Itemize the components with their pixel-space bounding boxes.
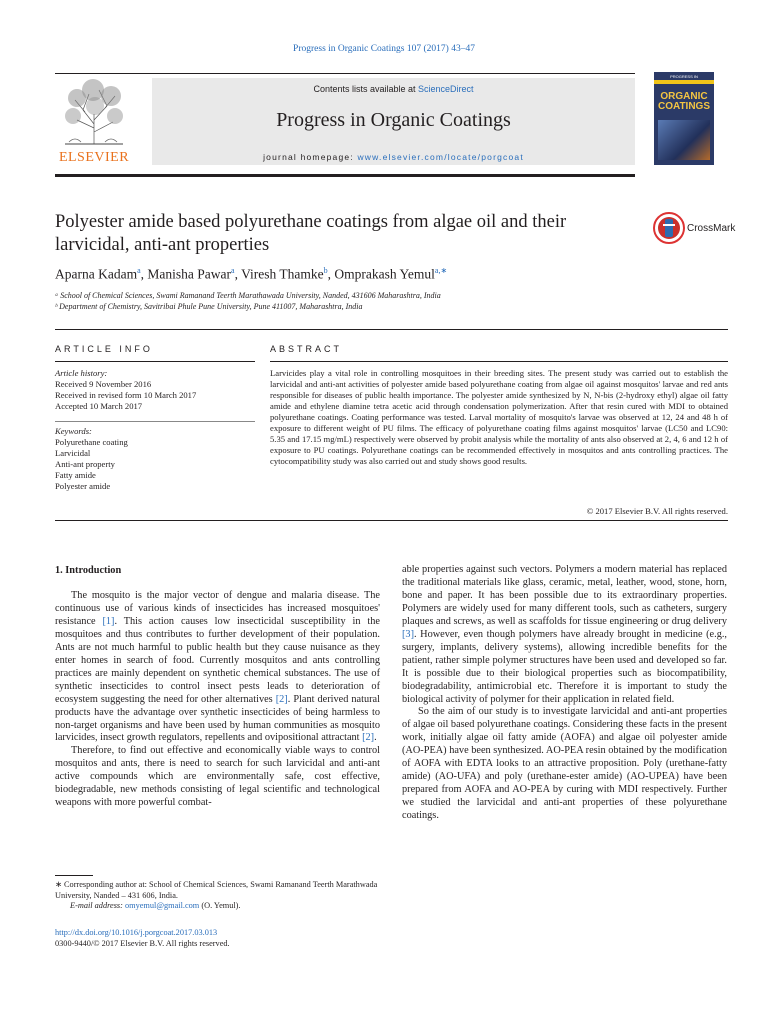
text-run: . — [374, 732, 377, 744]
author-affiliation-mark[interactable]: a,∗ — [434, 266, 448, 275]
abstract-rule — [270, 361, 728, 362]
intro-paragraph-4: So the aim of our study is to investigate larvicidal and anti-ant properties of algae oil based polyurethane coatings. Considering these facts in the present work, initially algae oil fatty amide (AOFA) and algae oil polyester amide (AO-PEA) have been synthesized. AO-PEA resin obtained by the modification of AOFA with EDTA looks to an attractive proposition. Poly (urethane-fatty amide) (AO-UFA) and poly (urethane-ester amide) (AO-UPEA) have been prepared from AOFA and AO-PEA by curing with MDI respectively. Further we studied the larvicidal and anti-ant properties of these polyurethane coatings. — [402, 706, 727, 822]
journal-homepage — [152, 152, 635, 162]
abstract-heading: ABSTRACT — [270, 344, 343, 354]
crossmark-icon — [653, 211, 685, 245]
author-name[interactable]: Viresh Thamke — [241, 266, 324, 282]
sciencedirect-link[interactable]: ScienceDirect — [418, 84, 474, 94]
section-1-title: 1. Introduction — [55, 565, 122, 576]
author-separator: , — [234, 266, 242, 282]
header-bottom-rule — [55, 174, 635, 177]
crossmark-label: CrossMark — [687, 223, 736, 234]
crossmark-badge[interactable] — [653, 211, 736, 245]
section-rule — [55, 329, 728, 330]
text-run: . Plant derived natural products have the advantage over synthetic insecticides of being harmless to non-target organisms and have been used by human communities as mosquito larvicides, insect growth regulators, repellents and ovipositional attractant — [55, 693, 380, 744]
affiliation-b: ᵇ Department of Chemistry, Savitribai Phule Pune University, Pune 411007, Maharashtra, India — [55, 302, 363, 311]
issn-line: 0300-9440/© 2017 Elsevier B.V. All rights reserved. — [55, 938, 230, 948]
text-run: . This action causes low insecticidal susceptibility in the mosquitoes and thus contributes to further development of their population. Ants are not much harmful to public health but they cause nuisance as they enter homes in search of food. Currently mosquitos and ants controlling practices are mainly dependent on synthetic chemical substances. The use of synthetic insecticides to control insect pests leads to deterioration of ecosystem suggesting the need for other alternatives — [55, 615, 380, 705]
email-link[interactable]: omyemul@gmail.com — [125, 901, 200, 910]
author-affiliation-mark[interactable]: a — [231, 266, 235, 275]
cover-title-line1: ORGANIC — [660, 91, 708, 102]
intro-paragraph-2: Therefore, to find out effective and economically viable ways to control mosquitos and ants, there is need to search for such larvicidal and anti-ant active compounds which are environmentally safe, cost effective, biodegradable, new methods consisting of legal scientific and technological weapons with more powerful combat- — [55, 745, 380, 809]
keyword-item: Anti-ant property — [55, 459, 115, 469]
abstract-text: Larvicides play a vital role in controlling mosquitoes in their breeding sites. The present study was carried out to establish the larvicidal and anti-ant activities of polyester amide based polyurethane coating from algae oil against mosquitos' larvae and red ants responsible for diseases of public health importance. The polyester amide synthesized by N, N-bis (2-hydroxy ethyl) algae oil fatty amide and ethylene diamine tetra acetic acid through condensation polymerization. After that resin cured with MDI to obtained polyurethane coatings. Coating performance was tested. Larval mortality of mosquito's larvae was observed at 12, 24 and 48 h of exposure to different weight of PU films. The efficacy of polyurethane coating films against mosquitos' larvae (LC50 and LC90: 5.35 and 17.15 mg/mL) respectively were observed by probit analysis while the mortality of ants also observed at 2, 4, 6 and 12 h of exposure to PU coatings. Polyurethane coatings can be recommended effectively in mosquitos and ants controlling practices. The cytocompatibility study was also carried out and study shows good results. — [270, 368, 728, 466]
email-line — [55, 901, 385, 912]
history-label: Article history: — [55, 368, 108, 378]
text-run: able properties against such vectors. Polymers a modern material has replaced the traditional materials like glass, ceramic, metal, leather, wood, stone, horn, bone and paper. It has been possible due to its extraordinary properties. Polymers are widely used for many different tools, such as catheters, surgery plaques and screws, as well as scaffolds for tissue engineering or drug delivery — [402, 564, 727, 627]
intro-paragraph-3 — [402, 564, 727, 706]
affiliation-a: ᵃ School of Chemical Sciences, Swami Ramanand Teerth Marathawada University, Nanded, 431606 Maharashtra, India — [55, 291, 441, 300]
journal-name: Progress in Organic Coatings — [276, 109, 511, 131]
author-name[interactable]: Manisha Pawar — [147, 266, 232, 282]
history-item: Received 9 November 2016 — [55, 379, 152, 389]
cover-title — [656, 92, 712, 112]
author-affiliation-mark[interactable]: a — [137, 266, 141, 275]
author-name[interactable]: Omprakash Yemul — [334, 266, 435, 282]
abstract-bottom-rule — [55, 520, 728, 521]
text-run: . However, even though polymers have already brought in medicine (e.g., surgery, implants, delivery systems), allowing incredible benefits for the patient, rather simple polymer structures have been used and developed so far. It is possible due to their biological properties such as biocompatibility, biodegradability, antimicrobial etc. Therefore it is important to study the biological activity of polymer for their application in related field. — [402, 628, 727, 705]
cover-top-text: PROGRESS IN — [670, 74, 698, 79]
contents-line — [152, 84, 635, 94]
keywords — [55, 426, 255, 492]
author-name[interactable]: Aparna Kadam — [55, 266, 138, 282]
text-run: The mosquito is the major vector of dengue and malaria disease. The continuous use of various kinds of insecticides has increased mosquitoes' resistance — [55, 590, 380, 627]
corresponding-note: ∗ Corresponding author at: School of Chemical Sciences, Swami Ramanand Teerth Marathwada University, Nanded – 431 606, India. — [55, 880, 378, 900]
cover-title-line2: COATINGS — [657, 101, 711, 112]
citation-link[interactable]: [2] — [362, 732, 375, 744]
homepage-link[interactable]: www.elsevier.com/locate/porgcoat — [357, 152, 524, 162]
history-item: Received in revised form 10 March 2017 — [55, 390, 197, 400]
abstract-copyright: © 2017 Elsevier B.V. All rights reserved. — [586, 506, 728, 516]
article-info-rule — [55, 361, 255, 362]
citation-link[interactable]: [2] — [275, 693, 288, 705]
author-separator: , — [140, 266, 148, 282]
keywords-label: Keywords: — [55, 426, 92, 436]
author-list — [55, 266, 655, 283]
journal-cover-image — [654, 72, 714, 165]
article-history — [55, 368, 255, 412]
footnote-rule — [55, 875, 93, 876]
history-item: Accepted 10 March 2017 — [55, 401, 143, 411]
left-column — [55, 590, 380, 810]
keyword-item: Fatty amide — [55, 470, 96, 480]
intro-paragraph-1 — [55, 590, 380, 745]
homepage-prefix: journal homepage: — [263, 152, 358, 162]
elsevier-wordmark: ELSEVIER — [58, 150, 130, 165]
doi-block — [55, 928, 385, 949]
keyword-item: Polyester amide — [55, 481, 111, 491]
info-divider — [55, 421, 255, 422]
doi-link[interactable]: http://dx.doi.org/10.1016/j.porgcoat.2017.03.013 — [55, 928, 218, 937]
paper-title-line1: Polyester amide based polyurethane coatings from algae oil and their — [55, 212, 567, 232]
cover-artwork — [658, 120, 710, 160]
paper-title-line2: larvicidal, anti-ant properties — [55, 235, 270, 255]
keyword-item: Polyurethane coating — [55, 437, 128, 447]
paper-title — [55, 211, 645, 257]
author-affiliation-mark[interactable]: b — [323, 266, 328, 275]
right-column — [402, 564, 727, 823]
author-separator: , — [327, 266, 335, 282]
email-suffix: (O. Yemul). — [199, 901, 241, 910]
contents-prefix: Contents lists available at — [313, 84, 419, 94]
citation-link[interactable]: [1] — [102, 615, 115, 627]
email-label: E-mail address: — [70, 901, 125, 910]
citation-link[interactable]: [3] — [402, 628, 415, 640]
header-top-rule — [55, 73, 635, 74]
keyword-item: Larvicidal — [55, 448, 91, 458]
journal-citation[interactable]: Progress in Organic Coatings 107 (2017) 43–47 — [293, 44, 475, 54]
corresponding-author-footnote — [55, 880, 385, 912]
article-info-heading: ARTICLE INFO — [55, 344, 153, 354]
cover-band — [654, 80, 714, 84]
